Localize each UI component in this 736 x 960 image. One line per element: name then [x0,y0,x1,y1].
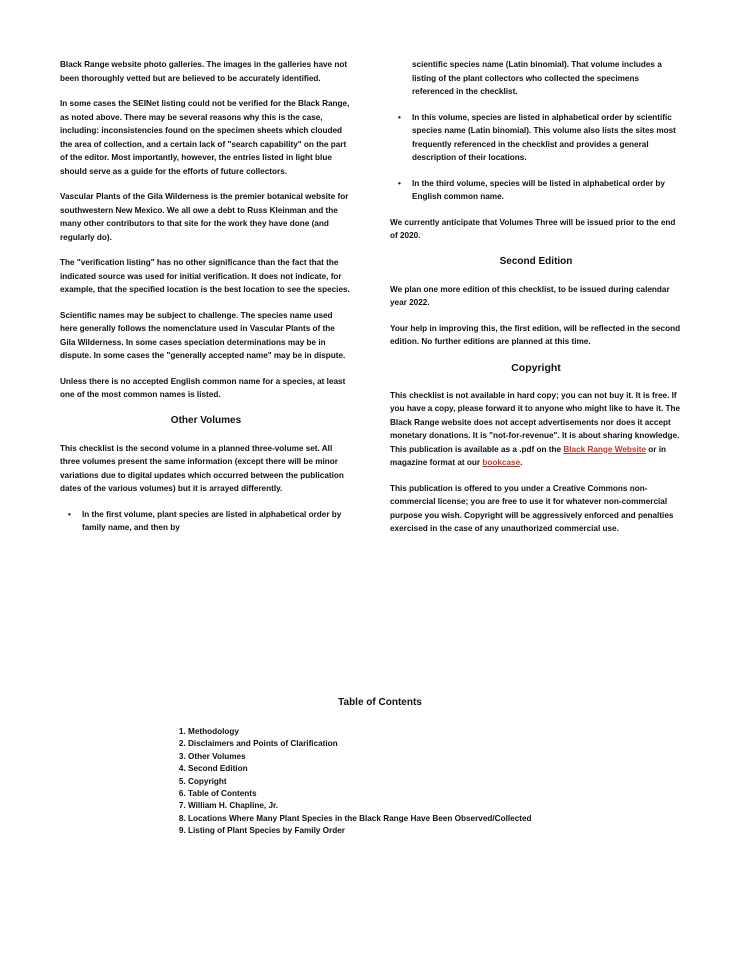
copyright-heading: Copyright [511,361,561,374]
toc-item: 9. Listing of Plant Species by Family Order [188,825,630,837]
second-edition-heading: Second Edition [499,255,573,267]
table-of-contents [170,697,630,838]
paragraph: We currently anticipate that Volumes Three will be issued prior to the end of 2020. [390,217,676,240]
paragraph-text: This checklist is not available in hard copy; you can not buy it. It is free. If you have a copy, please forward it to anyone who might like to have it. The Black Range website does not accept advertisements nor does it accept monetary donations. It is "not-for-revenue". It is about sharing knowledge. This publication is available as a .pdf on the [390,390,681,454]
paragraph: This publication is offered to you under a Creative Commons non-commercial license; you are free to use it for whatever non-commercial purpose you wish. Copyright will be aggressively enforced and penalties exercised in the case of any unauthorized commercial use. [390,483,674,533]
toc-item: 2. Disclaimers and Points of Clarification [188,738,630,750]
list-item-continued: scientific species name (Latin binomial). That volume includes a listing of the plant collectors who collected the specimens referenced in the checklist. [412,60,662,96]
toc-item: 3. Other Volumes [188,751,630,763]
paragraph: Vascular Plants of the Gila Wilderness is the premier botanical website for southwestern New Mexico. We all owe a debt to Russ Kleinman and the many other contributors to that site for the work they have done (and regularly do). [60,192,349,242]
toc-item: 5. Copyright [188,776,630,788]
toc-item: 4. Second Edition [188,763,630,775]
other-volumes-heading: Other Volumes [170,414,242,426]
toc-item: 8. Locations Where Many Plant Species in the Black Range Have Been Observed/Collected [188,813,630,825]
right-column [390,58,682,548]
toc-list [170,726,630,838]
paragraph: Your help in improving this, the first edition, will be reflected in the second edition. No further editions are planned at this time. [390,323,681,346]
toc-item: 6. Table of Contents [188,788,630,800]
left-column [60,58,352,547]
paragraph: We plan one more edition of this checklist, to be issued during calendar year 2022. [390,284,670,307]
paragraph: This checklist is the second volume in a planned three-volume set. All three volumes present the same information (except there will be minor variations due to digital updates which occurred between the publication dates of the various volumes) but it is arrayed differently. [60,443,344,493]
bookcase-link[interactable]: bookcase [482,458,521,467]
list-item: • In the third volume, species will be listed in alphabetical order by English common name. [412,177,682,204]
paragraph-text: or in magazine format at our [390,444,667,467]
paragraph-text: . [520,458,523,467]
toc-item: 7. William H. Chapline, Jr. [188,800,630,812]
volumes-list-continued [390,111,682,204]
paragraph: Unless there is no accepted English common name for a species, at least one of the most common names is listed. [60,376,346,399]
toc-item: 1. Methodology [188,726,630,738]
toc-title: Table of Contents [338,697,422,708]
volumes-list [60,508,352,535]
copyright-paragraph [390,389,682,470]
paragraph: In some cases the SEINet listing could not be verified for the Black Range, as noted above. There may be several reasons why this is the case, including: inconsistencies found on the specimen sheets which clouded the area of collection, and a certain lack of "search capability" on the part of the editor. Most importantly, however, the entries listed in light blue should serve as a guide for the efforts of future collectors. [60,99,350,176]
list-item: • In this volume, species are listed in alphabetical order by scientific species name (Latin binomial). This volume also lists the sites most frequently referenced in the checklist and provides a general description of their locations. [412,111,682,165]
paragraph: Black Range website photo galleries. The images in the galleries have not been thoroughly vetted but are believed to be accurately identified. [60,60,348,83]
paragraph: Scientific names may be subject to challenge. The species name used here generally follows the nomenclature used in Vascular Plants of the Gila Wilderness. In some cases speciation determinations may be in dispute. In some cases the "generally accepted name" may be in dispute. [60,310,346,360]
black-range-website-link[interactable]: Black Range Website [563,444,647,454]
list-item: • In the first volume, plant species are listed in alphabetical order by family name, and then by [82,508,352,535]
paragraph: The "verification listing" has no other significance than the fact that the indicated source was used for initial verification. It does not indicate, for example, that the specified location is the best location to see the species. [60,258,350,294]
